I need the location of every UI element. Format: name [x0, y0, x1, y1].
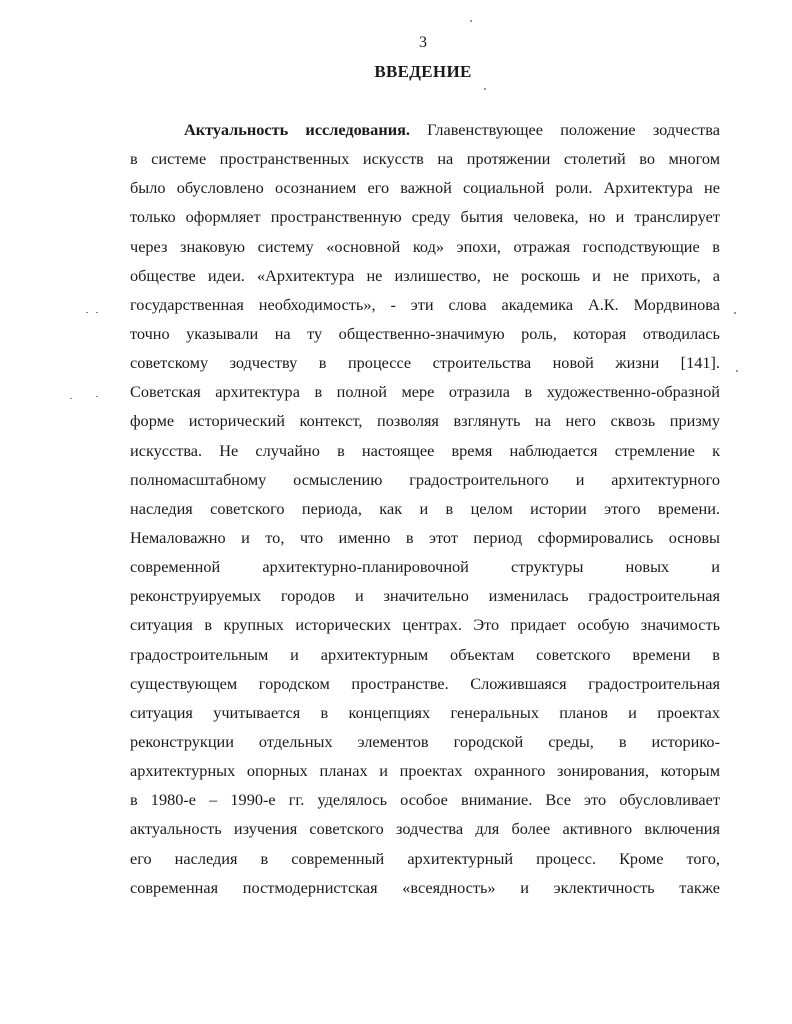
paragraph-line: реконструкции отдельных элементов городской среды, в историко-: [130, 731, 720, 751]
paragraph-line: точно указывали на ту общественно-значимую роль, которая отводилась: [130, 323, 720, 343]
paragraph-line: его наследия в современный архитектурный процесс. Кроме того,: [130, 848, 720, 868]
paragraph-line: государственная необходимость», - эти слова академика А.К. Мордвинова: [130, 294, 720, 314]
scan-speck: [470, 20, 472, 22]
scan-speck: [736, 370, 738, 372]
paragraph-lead: Актуальность исследования.: [184, 120, 410, 139]
paragraph-line: советскому зодчеству в процессе строительства новой жизни [141].: [130, 353, 720, 373]
scan-speck: [86, 312, 88, 313]
paragraph-line: форме исторический контекст, позволяя взглянуть на него сквозь призму: [130, 411, 720, 431]
paragraph-line: реконструируемых городов и значительно изменилась градостроительная: [130, 586, 720, 606]
paragraph-line: искусства. Не случайно в настоящее время наблюдается стремление к: [130, 440, 720, 460]
page-title: ВВЕДЕНИЕ: [374, 62, 472, 81]
scan-speck: [734, 312, 736, 314]
paragraph-line: градостроительным и архитектурным объектам советского времени в: [130, 644, 720, 664]
paragraph-line: было обусловлено осознанием его важной социальной роли. Архитектура не: [130, 178, 720, 198]
paragraph-line: ситуация учитывается в концепциях генеральных планов и проектах: [130, 702, 720, 722]
paragraph-line: наследия советского периода, как и в целом истории этого времени.: [130, 498, 720, 518]
paragraph-line: только оформляет пространственную среду бытия человека, но и транслирует: [130, 207, 720, 227]
paragraph-line: [130, 115, 720, 144]
body-paragraph: [130, 115, 720, 902]
page-number: 3: [419, 34, 427, 51]
paragraph-line: современная постмодернистская «всеядность» и эклектичность также: [130, 877, 720, 897]
paragraph-line: современной архитектурно-планировочной структуры новых и: [130, 557, 720, 577]
paragraph-line: архитектурных опорных планах и проектах охранного зонирования, которым: [130, 761, 720, 781]
paragraph-line: существующем городском пространстве. Сложившаяся градостроительная: [130, 673, 720, 693]
paragraph-line: в 1980-е – 1990-е гг. уделялось особое внимание. Все это обусловливает: [130, 790, 720, 810]
paragraph-line: полномасштабному осмыслению градостроительного и архитектурного: [130, 469, 720, 489]
paragraph-line: в системе пространственных искусств на протяжении столетий во многом: [130, 149, 720, 169]
paragraph-line-text: Главенствующее положение зодчества: [409, 120, 720, 139]
paragraph-line: ситуация в крупных исторических центрах. Это придает особую значимость: [130, 615, 720, 635]
scan-speck: [484, 88, 486, 90]
paragraph-line: Советская архитектура в полной мере отразила в художественно-образной: [130, 382, 720, 402]
paragraph-line: Немаловажно и то, что именно в этот период сформировались основы: [130, 527, 720, 547]
paragraph-line: актуальность изучения советского зодчества для более активного включения: [130, 819, 720, 839]
scan-speck: [96, 312, 98, 313]
paragraph-line: обществе идеи. «Архитектура не излишество, не роскошь и не прихоть, а: [130, 265, 720, 285]
paragraph-line: через знаковую систему «основной код» эпохи, отражая господствующие в: [130, 236, 720, 256]
scan-speck: [70, 398, 72, 399]
scan-speck: [96, 396, 98, 397]
